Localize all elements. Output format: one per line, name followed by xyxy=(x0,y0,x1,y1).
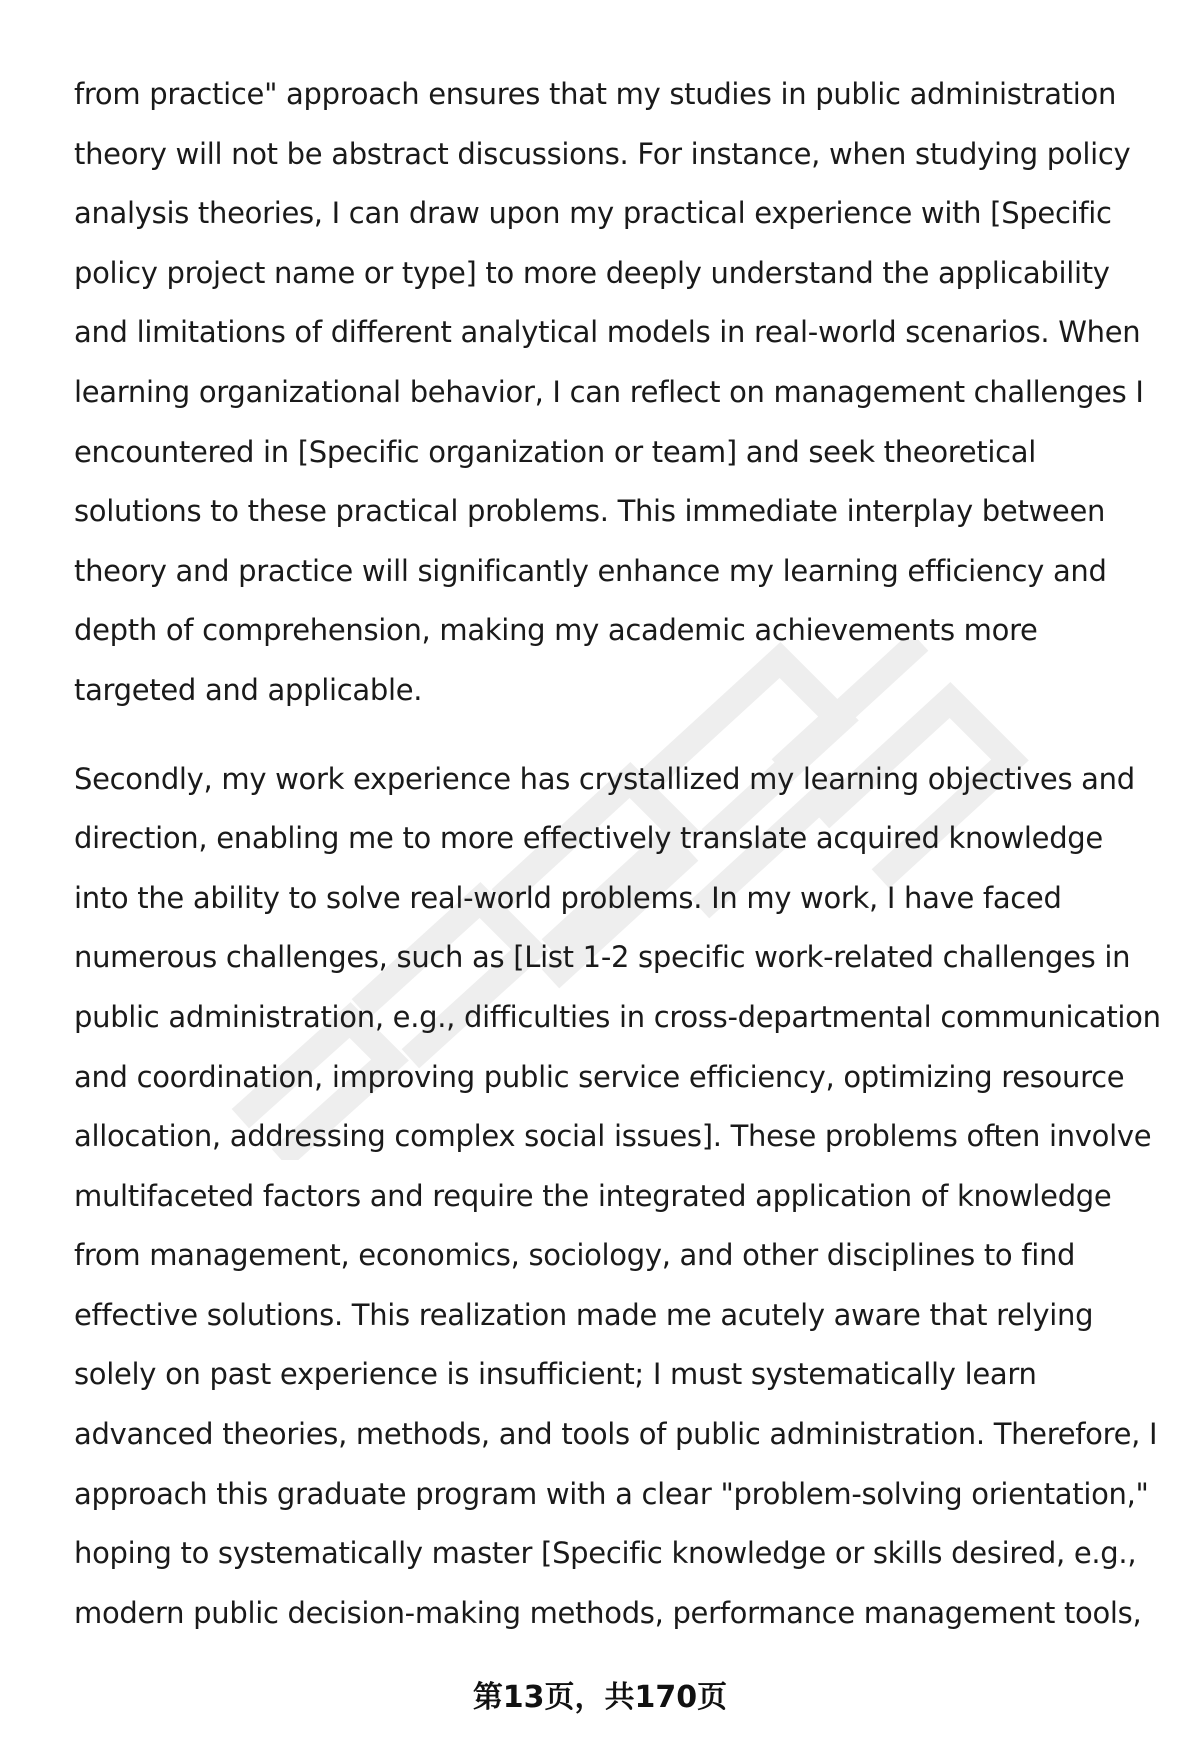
text-line: public administration, e.g., difficulties in cross-departmental communication xyxy=(74,999,1161,1034)
text-line: advanced theories, methods, and tools of public administration. Therefore, I xyxy=(74,1417,1158,1452)
text-line: hoping to systematically master [Specific knowledge or skills desired, e.g., xyxy=(74,1536,1137,1571)
text-line: targeted and applicable. xyxy=(74,672,423,707)
page-number: 第13页，共170页 xyxy=(472,1680,728,1715)
text-line: Secondly, my work experience has crystallized my learning objectives and xyxy=(74,761,1135,796)
paragraph-1 xyxy=(74,65,1164,721)
text-line: allocation, addressing complex social issues]. These problems often involve xyxy=(74,1119,1152,1154)
text-line: and coordination, improving public service efficiency, optimizing resource xyxy=(74,1059,1125,1094)
text-line: analysis theories, I can draw upon my practical experience with [Specific xyxy=(74,196,1112,231)
text-line: numerous challenges, such as [List 1-2 specific work-related challenges in xyxy=(74,940,1131,975)
text-line: theory will not be abstract discussions. For instance, when studying policy xyxy=(74,136,1131,171)
text-line: multifaceted factors and require the integrated application of knowledge xyxy=(74,1178,1112,1213)
text-line: policy project name or type] to more deeply understand the applicability xyxy=(74,255,1110,290)
text-line: solutions to these practical problems. This immediate interplay between xyxy=(74,494,1106,529)
text-line: from practice" approach ensures that my studies in public administration xyxy=(74,77,1117,111)
text-line: effective solutions. This realization made me acutely aware that relying xyxy=(74,1297,1094,1332)
text-line: and limitations of different analytical models in real-world scenarios. When xyxy=(74,315,1141,350)
text-line: into the ability to solve real-world problems. In my work, I have faced xyxy=(74,880,1062,915)
text-line: solely on past experience is insufficient; I must systematically learn xyxy=(74,1357,1037,1392)
text-line: modern public decision-making methods, performance management tools, xyxy=(74,1595,1142,1630)
text-line: theory and practice will significantly enhance my learning efficiency and xyxy=(74,553,1107,588)
document-body xyxy=(74,65,1164,1643)
text-line: from management, economics, sociology, and other disciplines to find xyxy=(74,1238,1076,1273)
text-line: direction, enabling me to more effectively translate acquired knowledge xyxy=(74,821,1103,856)
paragraph-spacer xyxy=(74,721,1164,750)
text-line: encountered in [Specific organization or team] and seek theoretical xyxy=(74,434,1037,469)
text-line: depth of comprehension, making my academic achievements more xyxy=(74,613,1038,648)
text-line: learning organizational behavior, I can reflect on management challenges I xyxy=(74,374,1144,409)
text-line: approach this graduate program with a clear "problem-solving orientation," xyxy=(74,1476,1149,1511)
paragraph-2 xyxy=(74,750,1164,1644)
